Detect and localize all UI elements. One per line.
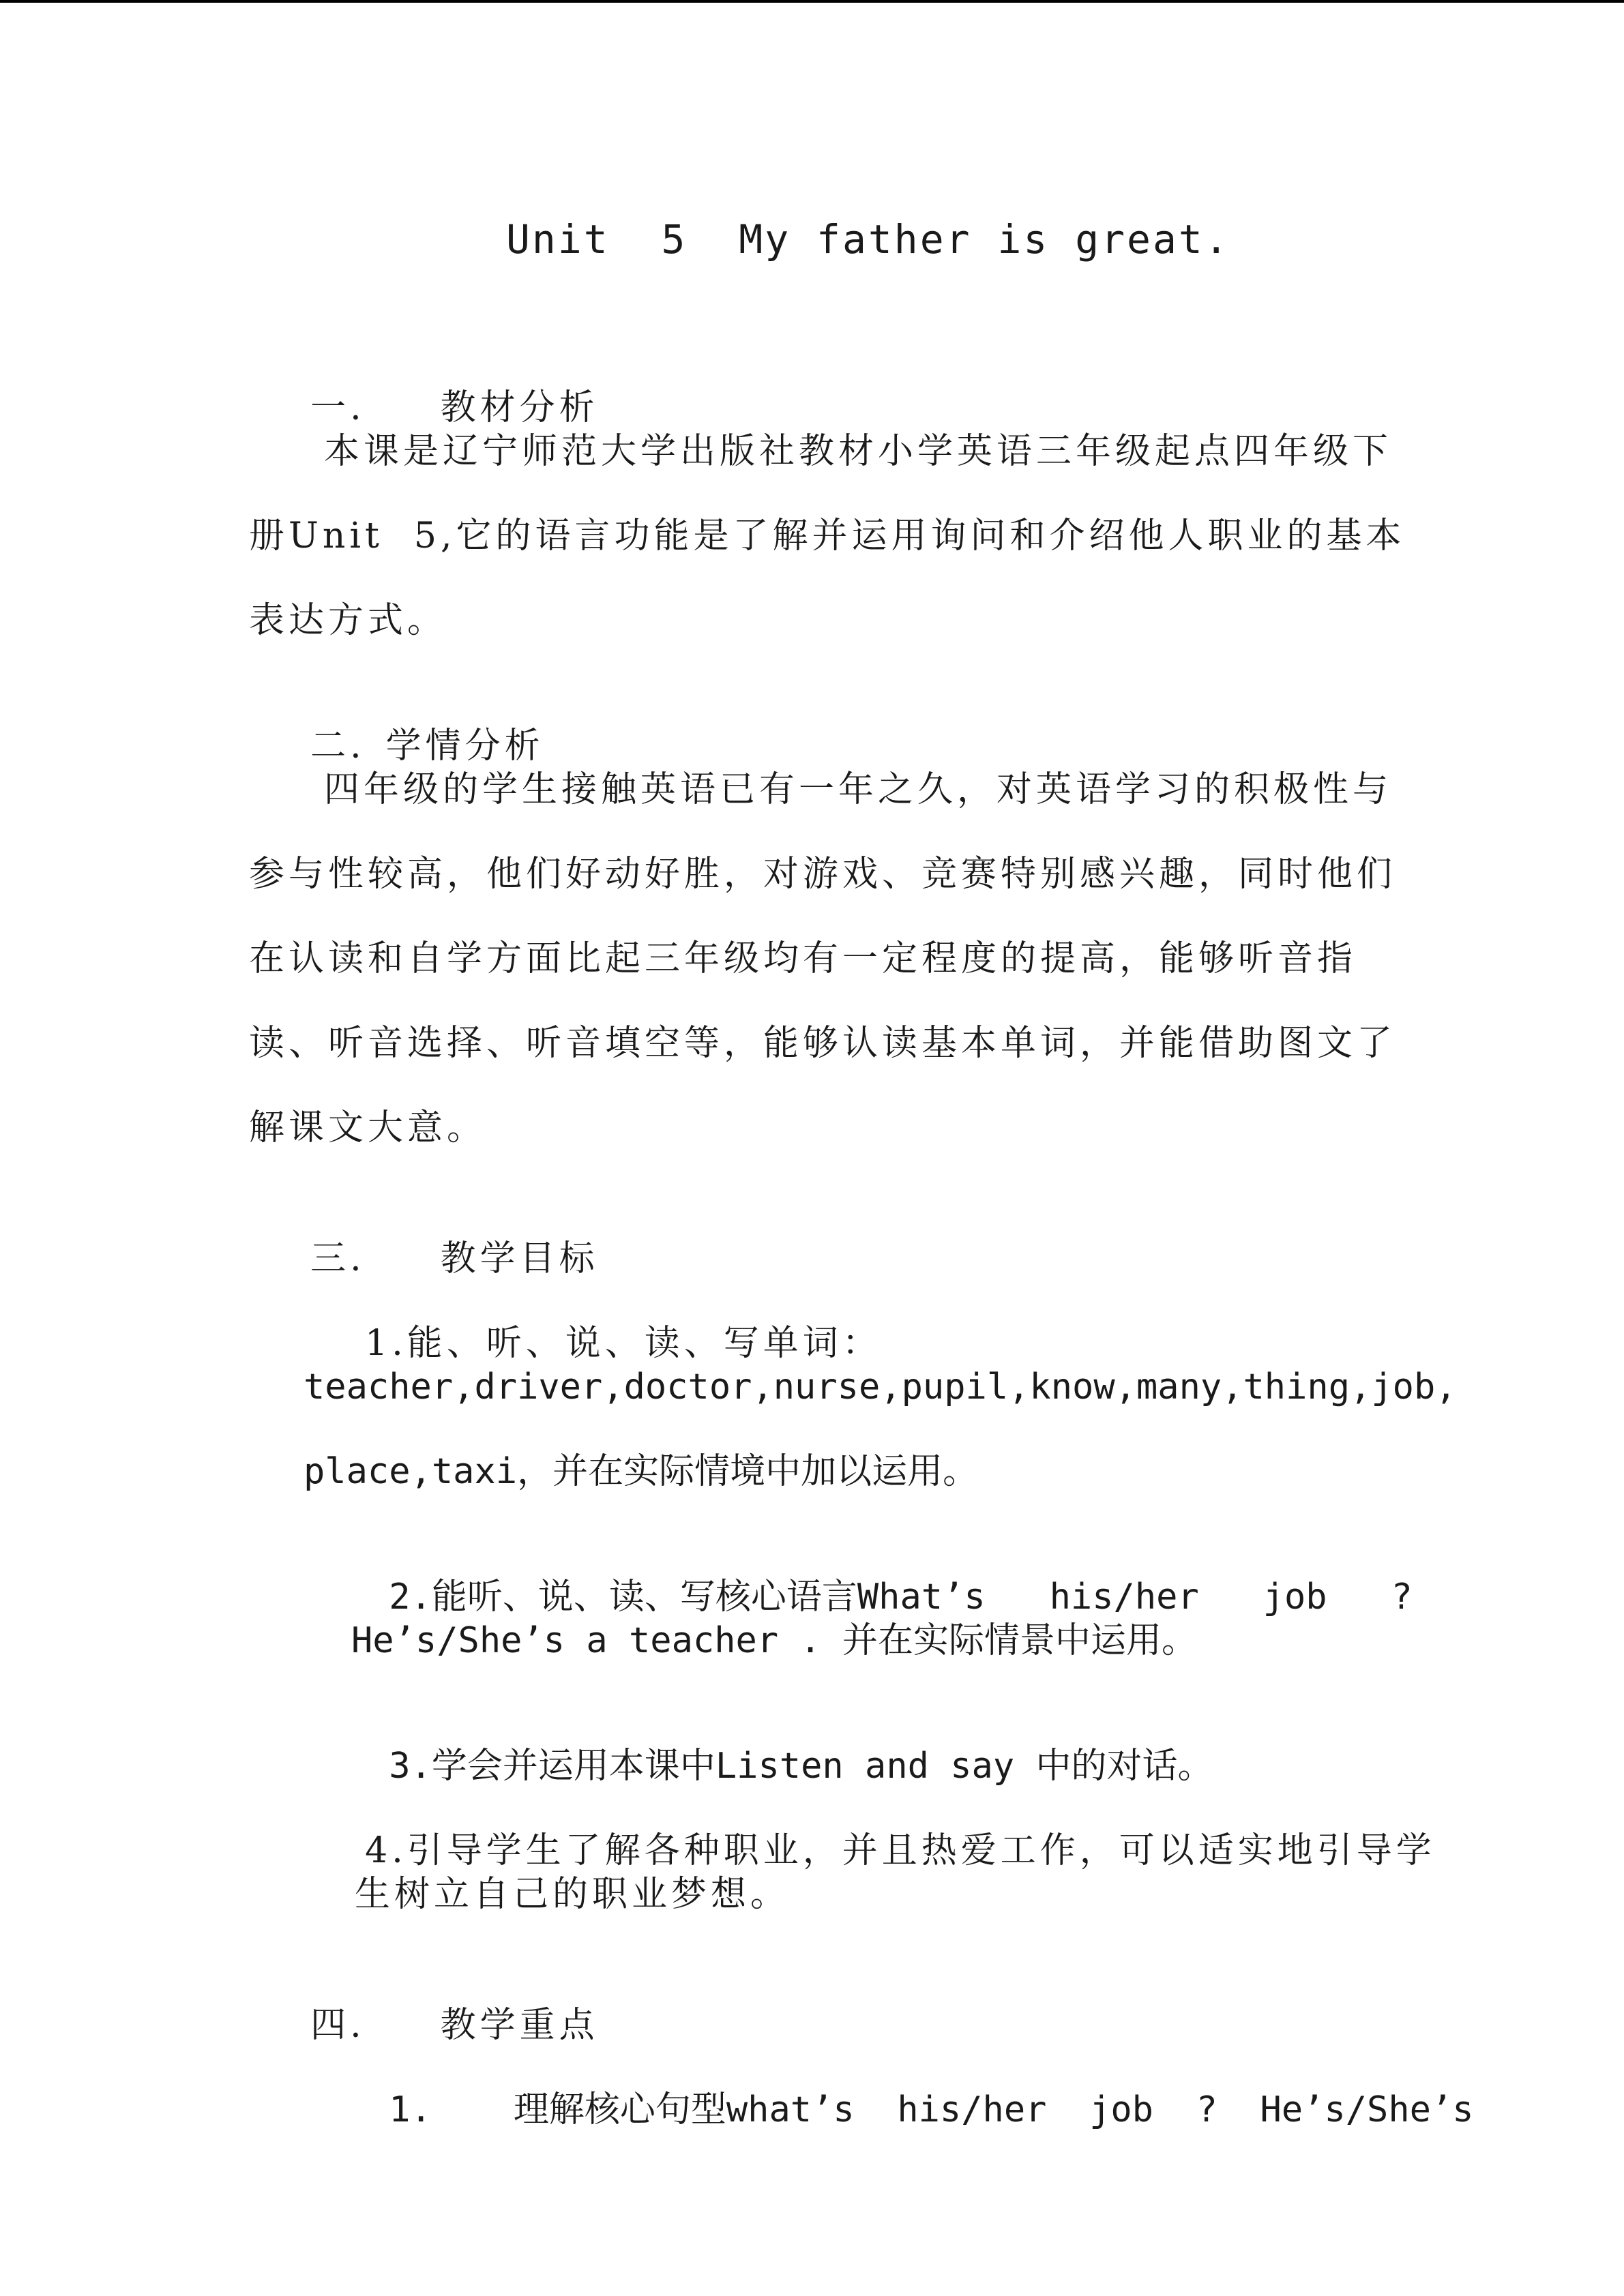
item-text: 能听、说、读、写核心语言What’s his/her job ? [431, 1577, 1413, 1617]
paragraph-line: 参与性较高，他们好动好胜，对游戏、竞赛特别感兴趣，同时他们 [249, 854, 1397, 895]
paragraph-line: 表达方式。 [249, 600, 447, 641]
paragraph-line: 四年级的学生接触英语已有一年之久，对英语学习的积极性与 [324, 769, 1393, 810]
item-continuation-line: He’s/She’s a teacher . 并在实际情景中运用。 [351, 1620, 1198, 1661]
paragraph-line: 读、听音选择、听音填空等，能够认读基本单词，并能借助图文了 [249, 1023, 1397, 1064]
key-point-item-1 [304, 2048, 1474, 2171]
section-title: 教学目标 [440, 1238, 599, 1279]
section-number: 四. [310, 2005, 366, 2046]
item-number: 2. [389, 1577, 432, 1617]
item-continuation-line: place,taxi，并在实际情境中加以运用。 [304, 1451, 979, 1492]
vocabulary-list: teacher,driver,doctor,nurse,pupil,know,many,thing,job, [304, 1367, 1457, 1407]
item-text: 引导学生了解各种职业，并且热爱工作，可以适实地引导学 [407, 1830, 1436, 1871]
paragraph-line: 册Unit 5,它的语言功能是了解并运用询问和介绍他人职业的基本 [249, 516, 1406, 556]
section-number: 三. [310, 1238, 366, 1279]
item-number: 1. [365, 1323, 407, 1364]
section-number: 二. [310, 726, 366, 766]
paragraph-line: 在认读和自学方面比起三年级均有一定程度的提高，能够听音指 [249, 938, 1357, 979]
section-title: 教学重点 [440, 2005, 599, 2046]
section-number: 一. [310, 387, 366, 428]
item-text: 能、听、说、读、写单词： [407, 1323, 882, 1364]
paragraph-line: 解课文大意。 [249, 1107, 487, 1148]
paragraph-line: 本课是辽宁师范大学出版社教材小学英语三年级起点四年级下 [324, 431, 1393, 472]
item-continuation-line: 生树立自己的职业梦想。 [355, 1874, 791, 1915]
item-text: 学会并运用本课中Listen and say 中的对话。 [431, 1746, 1213, 1787]
item-number: 1. [389, 2089, 432, 2130]
item-number: 3. [389, 1746, 432, 1787]
item-number: 4. [365, 1830, 407, 1871]
section-title: 教材分析 [440, 387, 599, 428]
item-text: 理解核心句型what’s his/her job ? He’s/She’s [513, 2089, 1474, 2130]
section-title: 学情分析 [385, 726, 544, 766]
document-title: Unit 5 My father is great. [506, 216, 1230, 263]
